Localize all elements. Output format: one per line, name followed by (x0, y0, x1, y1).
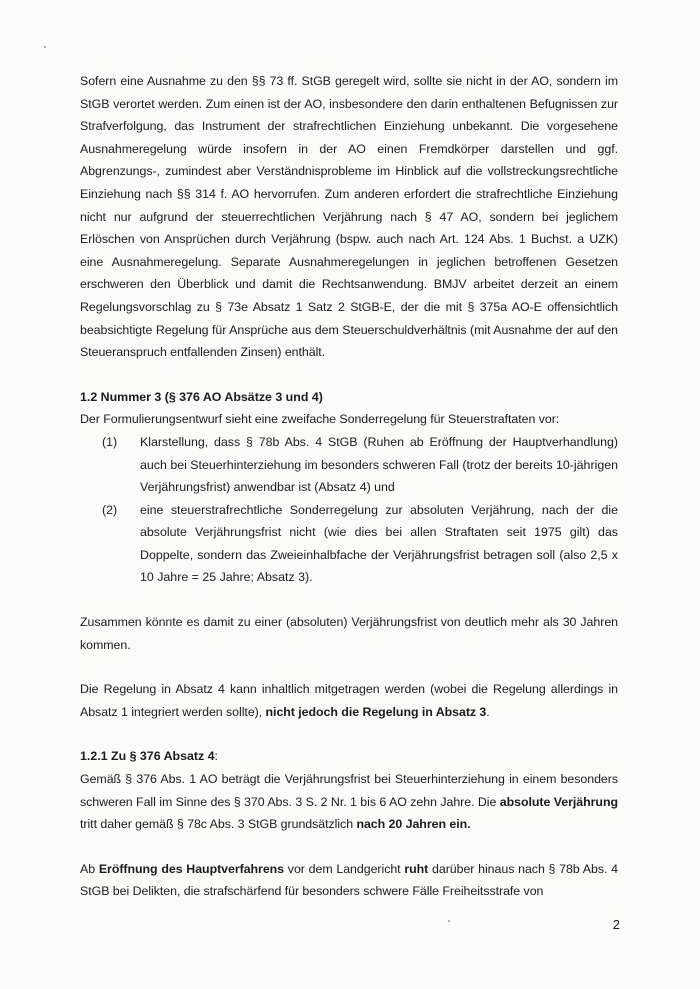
list-item-text: Klarstellung, dass § 78b Abs. 4 StGB (Ruhen ab Eröffnung der Hauptverhandlung) auch bei Steuerhinterziehung im besonders schweren Fall (trotz der bereits 10-jährigen Verjährungsfrist) anwendbar ist (Absatz 4) und (140, 434, 618, 495)
heading-suffix: : (214, 749, 218, 764)
assessment-end: . (486, 704, 490, 719)
page-number: 2 (612, 917, 620, 932)
list-item-number: (2) (102, 502, 118, 517)
list-item-number: (1) (102, 434, 118, 449)
section-heading-1-2-1 (80, 745, 618, 768)
list-item (80, 431, 618, 499)
assessment-paragraph (80, 678, 618, 723)
section-heading-1-2: 1.2 Nummer 3 (§ 376 AO Absätze 3 und 4) (80, 389, 323, 404)
list-item-text: eine steuerstrafrechtliche Sonderregelung zur absoluten Verjährung, nach der die absolute Verjährungsfrist nicht (wie dies bei allen Straftaten seit 1975 gilt) das Doppelte, sondern das Zweieinhalbfache der Verjährungsfrist betragen soll (also 2,5 x 10 Jahre = 25 Jahre; Absatz 3). (140, 502, 618, 585)
assessment-text: Die Regelung in Absatz 4 kann inhaltlich mitgetragen werden (wobei die Regelung allerdings in Absatz 1 integriert werden sollte), (80, 682, 618, 719)
document-page (80, 70, 618, 903)
text-run: Ab (80, 861, 99, 876)
heading-text: 1.2.1 Zu § 376 Absatz 4 (80, 749, 215, 764)
intro-paragraph: Sofern eine Ausnahme zu den §§ 73 ff. StGB geregelt wird, sollte sie nicht in der AO, sondern im StGB verortet werden. Zum einen ist der AO, insbesondere den darin enthaltenen Befugnissen zur Strafverfolgung, das Instrument der strafrechtlichen Einziehung unbekannt. Die vorgesehene Ausnahmeregelung würde insofern in der AO einen Fremdkörper darstellen und ggf. Abgrenzungs-, zumindest aber Verständnisprobleme im Hinblick auf die vollstreckungsrechtliche Einziehung nach §§ 314 f. AO hervorrufen. Zum anderen erfordert die strafrechtliche Einziehung nicht nur aufgrund der steuerrechtlichen Verjährung nach § 47 AO, sondern bei jeglichem Erlöschen von Ansprüchen durch Verjährung (bspw. auch nach Art. 124 Abs. 1 Buchst. a UZK) eine Ausnahmeregelung. Separate Ausnahmeregelungen in jeglichen betroffenen Gesetzen erschweren den Überblick und damit die Rechtsanwendung. BMJV arbeitet derzeit an einem Regelungsvorschlag zu § 73e Absatz 1 Satz 2 StGB-E, der die mit § 375a AO-E offensichtlich beabsichtigte Regelung für Ansprüche aus dem Steuerschuldverhältnis (mit Ausnahme der auf den Steueranspruch entfallenden Zinsen) enthält. (80, 74, 618, 360)
list-item (80, 499, 618, 589)
assessment-bold-text: nicht jedoch die Regelung in Absatz 3 (265, 704, 487, 719)
text-run: vor dem Landgericht (284, 861, 405, 876)
text-run: darüber hinaus nach § 78b Abs. 4 StGB bei Delikten, die strafschärfend für besonders schwere Fälle Freiheitsstrafe von (80, 861, 618, 899)
scan-speck (44, 46, 46, 48)
section-lead: Der Formulierungsentwurf sieht eine zweifache Sonderregelung für Steuerstraftaten vor: (80, 412, 560, 427)
text-run: Gemäß § 376 Abs. 1 AO beträgt die Verjährungsfrist bei Steuerhinterziehung in einem besonders schweren Fall im Sinne des § 370 Abs. 3 S. 2 Nr. 1 bis 6 AO zehn Jahre. Die (80, 772, 618, 809)
summary-paragraph: Zusammen könnte es damit zu einer (absoluten) Verjährungsfrist von deutlich mehr als 30 Jahren kommen. (80, 615, 618, 652)
verjaehrung-paragraph (80, 768, 618, 836)
hauptverfahren-paragraph (80, 858, 618, 903)
bold-run: ruht (404, 861, 429, 876)
bold-run: absolute Verjährung (499, 794, 618, 809)
text-run: tritt daher gemäß § 78c Abs. 3 StGB grundsätzlich (80, 817, 357, 832)
bold-run: nach 20 Jahren ein. (356, 817, 471, 832)
numbered-list (80, 431, 618, 589)
bold-run: Eröffnung des Hauptverfahrens (98, 861, 285, 876)
scan-speck (448, 920, 450, 922)
